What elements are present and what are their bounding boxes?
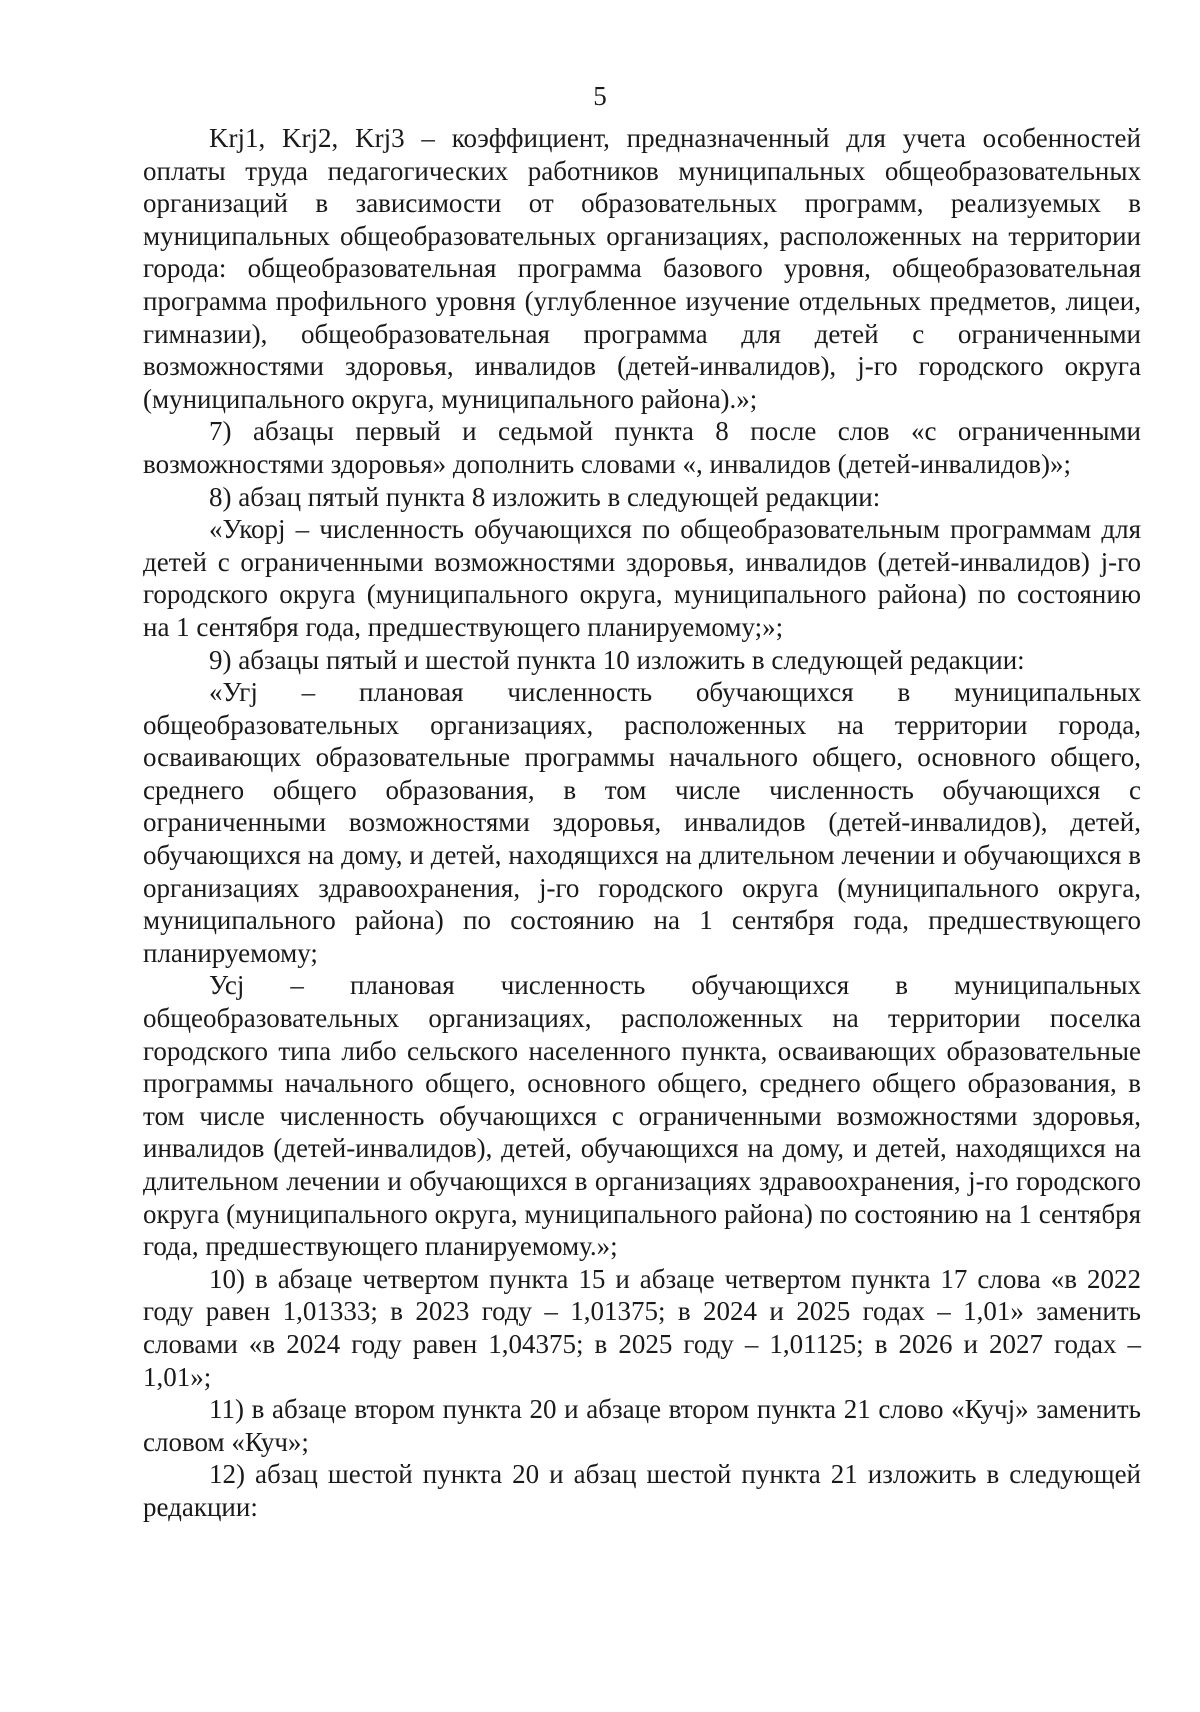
paragraph-usj-definition: Усj – плановая численность обучающихся в муниципальных общеобразовательных организациях, расположенных на территории поселка городского типа либо сельского населенного пункта, осваивающих образовательные программы начального общего, основного общего, среднего общего образования, в том числе численность обучающихся с ограниченными возможностями здоровья, инвалидов (детей-инвалидов), детей, обучающихся на дому, и детей, находящихся на длительном лечении и обучающихся в организациях здравоохранения, j-го городского округа (муниципального округа, муниципального района) по состоянию на 1 сентября года, предшествующего планируемому.»;	[143, 970, 1141, 1262]
paragraph-item-12: 12) абзац шестой пункта 20 и абзац шестой пункта 21 изложить в следующей редакции:	[143, 1459, 1141, 1522]
paragraph-item-10: 10) в абзаце четвертом пункта 15 и абзаце четвертом пункта 17 слова «в 2022 году равен 1,01333; в 2023 году – 1,01375; в 2024 и 2025 годах – 1,01» заменить словами «в 2024 году равен 1,04375; в 2025 году – 1,01125; в 2026 и 2027 годах – 1,01»;	[143, 1263, 1141, 1392]
paragraph-item-8: 8) абзац пятый пункта 8 изложить в следующей редакции:	[209, 481, 881, 512]
paragraph-item-7: 7) абзацы первый и седьмой пункта 8 после слов «с ограниченными возможностями здоровья» дополнить словами «, инвалидов (детей-инвалидов)»;	[143, 416, 1141, 479]
paragraph-item-11: 11) в абзаце втором пункта 20 и абзаце втором пункта 21 слово «Кучj» заменить словом «Куч»;	[143, 1394, 1141, 1457]
paragraph-krj-coefficient: Krj1, Krj2, Krj3 – коэффициент, предназначенный для учета особенностей оплаты труда педагогических работников муниципальных общеобразовательных организаций в зависимости от образовательных программ, реализуемых в муниципальных общеобразовательных организациях, расположенных на территории города: общеобразовательная программа базового уровня, общеобразовательная программа профильного уровня (углубленное изучение отдельных предметов, лицеи, гимназии), общеобразовательная программа для детей с ограниченными возможностями здоровья, инвалидов (детей-инвалидов), j-го городского округа (муниципального округа, муниципального района).»;	[143, 123, 1141, 414]
paragraph-item-9: 9) абзацы пятый и шестой пункта 10 изложить в следующей редакции:	[209, 644, 1025, 675]
document-body	[143, 122, 1141, 1524]
paragraph-ugj-definition: «Угj – плановая численность обучающихся в муниципальных общеобразовательных организациях, расположенных на территории города, осваивающих образовательные программы начального общего, основного общего, среднего общего образования, в том числе численность обучающихся с ограниченными возможностями здоровья, инвалидов (детей-инвалидов), детей, обучающихся на дому, и детей, находящихся на длительном лечении и обучающихся в организациях здравоохранения, j-го городского округа (муниципального округа, муниципального района) по состоянию на 1 сентября года, предшествующего планируемому;	[143, 677, 1141, 968]
page-number: 5	[593, 81, 607, 111]
paragraph-ukorj-definition: «Укорj – численность обучающихся по общеобразовательным программам для детей с ограниченными возможностями здоровья, инвалидов (детей-инвалидов) j-го городского округа (муниципального округа, муниципального района) по состоянию на 1 сентября года, предшествующего планируемому;»;	[143, 514, 1141, 642]
